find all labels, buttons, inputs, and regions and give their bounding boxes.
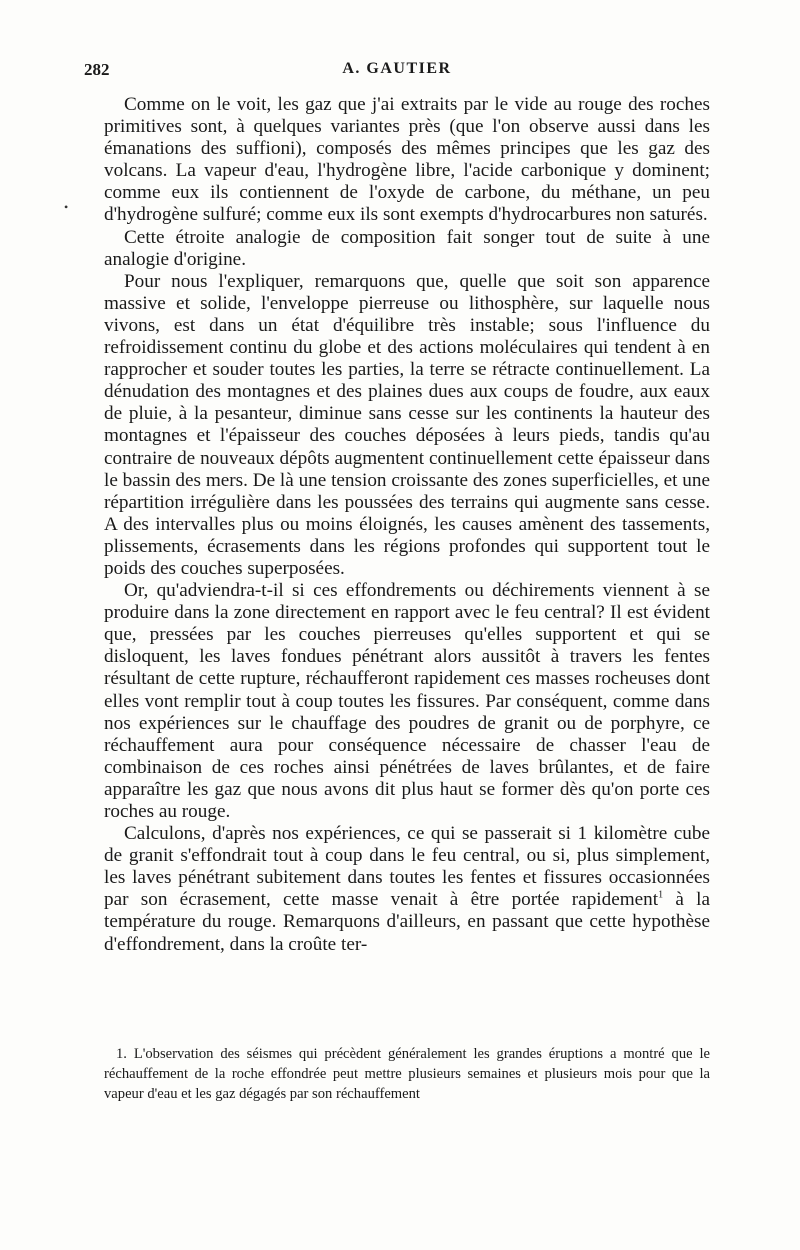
margin-mark: • bbox=[64, 200, 69, 214]
paragraph-gas-comparison: Comme on le voit, les gaz que j'ai extraits par le vide au rouge des roches primitives sont, à quelques variantes près (que l'on observe aussi dans les émanations des suffioni), composés des mêmes principes que les gaz des volcans. La vapeur d'eau, l'hydrogène libre, l'acide carbonique y dominent; comme eux ils contiennent de l'oxyde de carbone, du méthane, un peu d'hydrogène sulfuré; comme eux ils sont exempts d'hydrocarbures non saturés. bbox=[104, 94, 710, 226]
paragraph-calculation-start: Calculons, d'après nos expériences, ce qui se passerait si 1 kilomètre cube de granit s'effondrait tout à coup dans le feu central, ou si, plus simplement, les laves pénétrant subitement dans toutes les fentes et fissures occasionnées par son écrasement, cette masse venait à être portée rapidement bbox=[104, 823, 710, 911]
paragraph-analogy: Cette étroite analogie de composition fait songer tout de suite à une analogie d'origine. bbox=[104, 226, 710, 270]
page-header bbox=[84, 60, 710, 86]
footnote-marker: 1. bbox=[116, 1046, 127, 1062]
running-head: A. GAUTIER bbox=[342, 60, 452, 77]
paragraph-lithosphere: Pour nous l'expliquer, remarquons que, quelle que soit son apparence massive et solide, l'enveloppe pierreuse ou lithosphère, sur laquelle nous vivons, est dans un état d'équilibre très instable; sous l'influence du refroidissement continu du globe et des actions moléculaires qui tendent à en rapprocher et souder toutes les parties, la terre se rétracte continuellement. La dénudation des montagnes et des plaines dues aux coups de foudre, aux eaux de pluie, à la pesanteur, diminue sans cesse sur les continents la hauteur des montagnes et l'épaisseur des couches déposées à leurs pieds, tandis qu'au contraire de nouveaux dépôts augmentent continuellement cette épaisseur dans le bassin des mers. De là une tension croissante des zones superficielles, et une répartition irrégulière dans les poussées des terrains qui augmente sans cesse. A des intervalles plus ou moins éloignés, les causes amènent des tassements, plissements, écrasements dans les régions profondes qui supportent tout le poids des couches superposées. bbox=[104, 270, 710, 579]
paragraph-calculation-end: à la température du rouge. Remarquons d'ailleurs, en passant que cette hypothèse d'effondrement, dans la croûte ter- bbox=[104, 889, 710, 955]
page-number: 282 bbox=[84, 60, 110, 79]
footnote-text: L'observation des séismes qui précèdent généralement les grandes éruptions a montré que le réchauffement de la roche effondrée peut mettre plusieurs semaines et plusieurs mois pour que la vapeur d'eau et les gaz dégagés par son réchauffement bbox=[104, 1046, 710, 1102]
footnote-reference: 1 bbox=[658, 889, 664, 901]
paragraph-calculation bbox=[104, 823, 710, 956]
footnote bbox=[104, 1044, 710, 1104]
body-text bbox=[104, 94, 710, 956]
paragraph-collapse: Or, qu'adviendra-t-il si ces effondrements ou déchirements viennent à se produire dans la zone directement en rapport avec le feu central? Il est évident que, pressées par les couches pierreuses qu'elles supportent et qui se disloquent, les laves fondues pénétrant alors aussitôt à travers les fentes résultant de cette rupture, réchaufferont rapidement ces masses rocheuses dont elles vont remplir tout à coup toutes les fissures. Par conséquent, comme dans nos expériences sur le chauffage des poudres de granit ou de porphyre, ce réchauffement aura pour conséquence nécessaire de chasser l'eau de combinaison de ces roches ainsi pénétrées de laves brûlantes, et de faire apparaître les gaz que nous avons dit plus haut se former dès qu'on porte ces roches au rouge. bbox=[104, 580, 710, 822]
